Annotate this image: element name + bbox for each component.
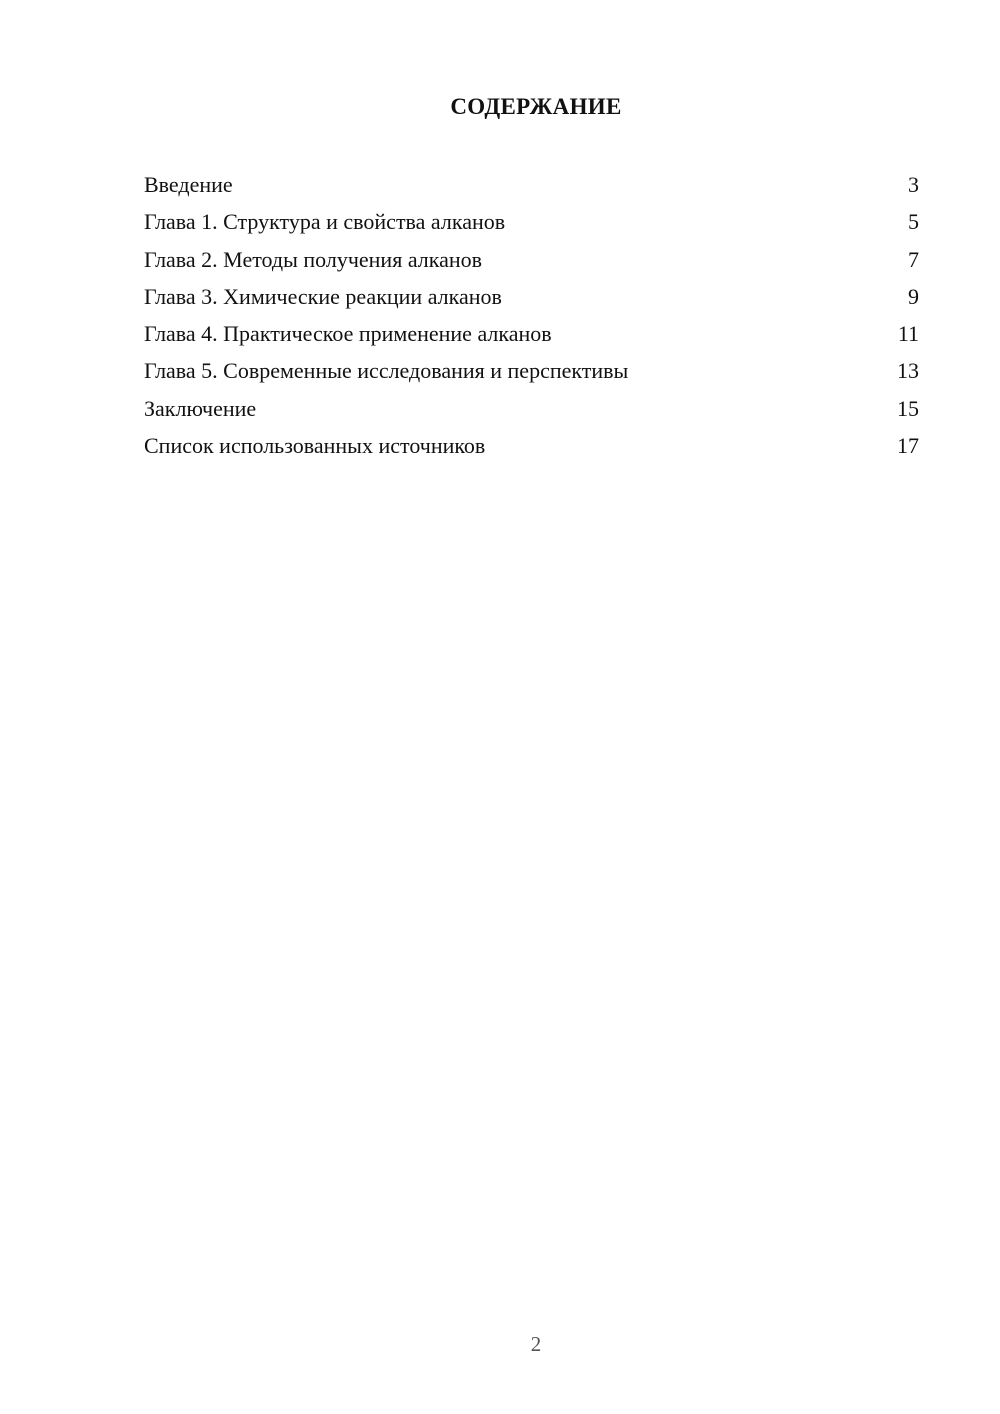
toc-entry-page: 15 (897, 395, 919, 421)
toc-entry-page: 3 (908, 172, 919, 197)
toc-entry-title: Глава 5. Современные исследования и перспективы (144, 358, 629, 384)
toc-entry-title: Список использованных источников (144, 433, 486, 459)
page-title: СОДЕРЖАНИЕ (450, 94, 622, 119)
toc-entry-chapter-5 (144, 352, 919, 389)
toc-entry-chapter-1 (144, 203, 919, 240)
toc-entry-title: Глава 1. Структура и свойства алканов (144, 209, 506, 235)
toc-entry-references (144, 427, 919, 464)
toc-entry-title: Глава 2. Методы получения алканов (144, 246, 483, 272)
page-number: 2 (530, 1332, 542, 1356)
toc-entry-introduction (144, 166, 919, 203)
toc-entry-page: 7 (908, 246, 919, 272)
toc-entry-page: 17 (897, 433, 919, 459)
toc-entry-page: 13 (897, 358, 919, 384)
toc-entry-chapter-3 (144, 278, 919, 315)
table-of-contents (144, 166, 919, 464)
toc-entry-title: Заключение (144, 395, 257, 421)
toc-entry-page: 11 (897, 321, 919, 347)
toc-entry-chapter-4 (144, 315, 919, 352)
toc-entry-title: Глава 4. Практическое применение алканов (144, 321, 552, 347)
toc-entry-page: 9 (908, 283, 919, 309)
toc-entry-conclusion (144, 390, 919, 427)
toc-entry-chapter-2 (144, 241, 919, 278)
toc-entry-page: 5 (908, 209, 919, 235)
toc-entry-title: Введение (144, 172, 233, 197)
toc-entry-title: Глава 3. Химические реакции алканов (144, 283, 502, 309)
